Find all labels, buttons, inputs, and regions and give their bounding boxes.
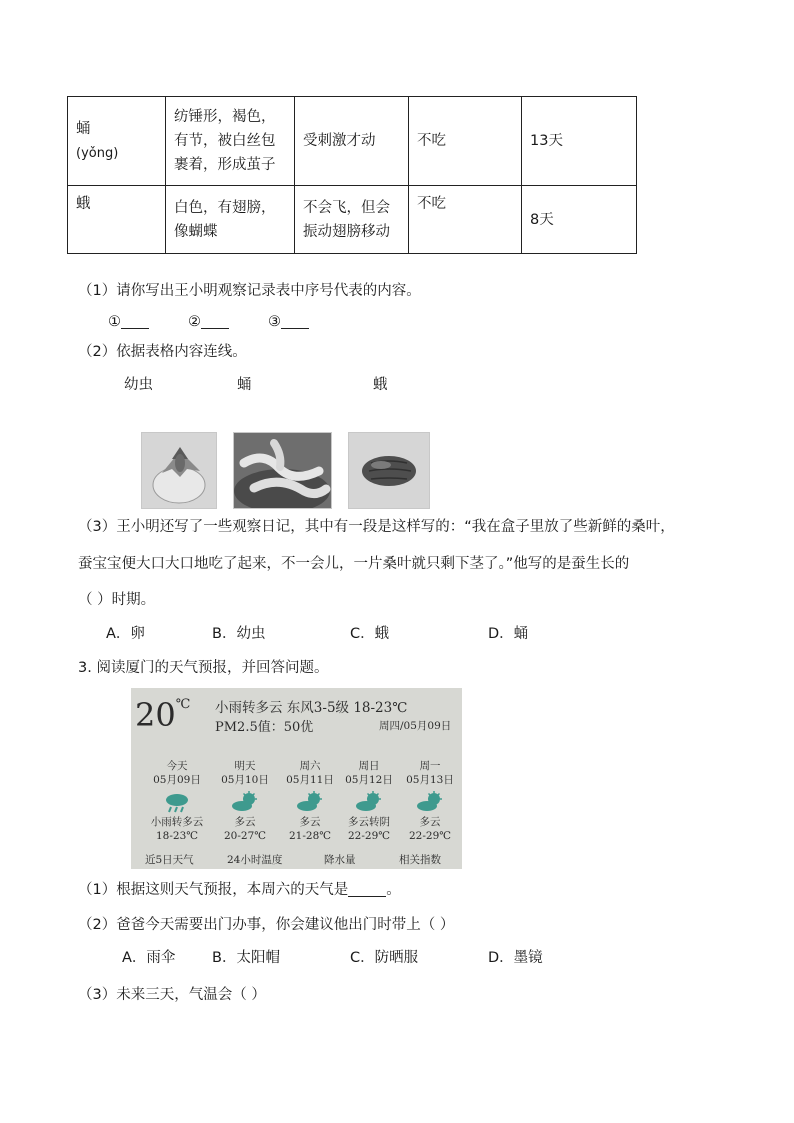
q3-part2: （2）爸爸今天需要出门办事，你会建议他出门时带上（ ）: [78, 917, 455, 933]
appearance-cell: 白色，有翅膀， 像蝴蝶: [166, 186, 295, 254]
blank-1[interactable]: ①: [108, 312, 149, 330]
days-cell: 8天: [522, 186, 637, 254]
option-b[interactable]: B．太阳帽: [212, 950, 280, 966]
pupa-photo[interactable]: [348, 432, 430, 509]
tab-precipitation[interactable]: 降水量: [324, 854, 356, 866]
forecast-day: 今天 05月09日 小雨转多云 18-23℃: [150, 760, 204, 842]
blank-3[interactable]: ③: [268, 312, 309, 330]
sun-cloud-icon: [354, 791, 384, 813]
label-moth: 蛾: [373, 377, 388, 393]
label-larva: 幼虫: [124, 377, 153, 393]
weather-summary: 小雨转多云 东风3-5级 18-23℃: [215, 700, 408, 716]
tab-24h-temp[interactable]: 24小时温度: [227, 854, 283, 866]
table-row: [68, 186, 637, 254]
current-date: 周四/05月09日: [379, 720, 452, 732]
forecast-day: 周一 05月13日 多云 22-29℃: [406, 760, 454, 842]
option-a[interactable]: A．雨伞: [122, 950, 176, 966]
rain-cloud-icon: [162, 791, 192, 813]
option-d[interactable]: D．蛹: [488, 626, 529, 642]
blank-2[interactable]: ②: [188, 312, 229, 330]
label-pupa: 蛹: [237, 377, 252, 393]
forecast-day: 周六 05月11日 多云 21-28℃: [286, 760, 334, 842]
activity-cell: 不会飞，但会 振动翅膀移动: [295, 186, 409, 254]
tab-5day[interactable]: 近5日天气: [145, 854, 194, 866]
pm25-value: PM2.5值：50优: [215, 720, 314, 735]
sun-cloud-icon: [415, 791, 445, 813]
stage-cell: 蛾: [68, 186, 166, 254]
option-a[interactable]: A．卵: [106, 626, 145, 642]
current-temp: 20℃: [135, 696, 191, 734]
stage-cell: 蛹 (yǒng): [68, 97, 166, 186]
q3-title: 3. 阅读厦门的天气预报，并回答问题。: [78, 660, 329, 676]
q2-part2: （2）依据表格内容连线。: [78, 344, 247, 360]
eating-cell: 不吃: [409, 186, 522, 254]
tab-indices[interactable]: 相关指数: [399, 854, 441, 866]
option-d[interactable]: D．墨镜: [488, 950, 543, 966]
moth-on-cocoon-photo[interactable]: [141, 432, 217, 509]
q2-part3-line3: （ ）时期。: [78, 592, 156, 608]
option-c[interactable]: C．蛾: [350, 626, 390, 642]
q2-part3-line1: （3）王小明还写了一些观察日记，其中有一段是这样写的：“我在盒子里放了些新鲜的桑叶，: [78, 519, 675, 535]
q2-part3-line2: 蚕宝宝便大口大口地吃了起来，不一会儿，一片桑叶就只剩下茎了。”他写的是蚕生长的: [78, 556, 630, 572]
silkworms-photo[interactable]: [233, 432, 332, 509]
q3-part1: （1）根据这则天气预报，本周六的天气是 。: [78, 882, 401, 898]
observation-table: [67, 96, 637, 254]
forecast-day: 明天 05月10日 多云 20-27℃: [221, 760, 269, 842]
activity-cell: 受刺激才动: [295, 97, 409, 186]
forecast-day: 周日 05月12日 多云转阴 22-29℃: [345, 760, 393, 842]
sun-cloud-icon: [295, 791, 325, 813]
option-c[interactable]: C．防晒服: [350, 950, 419, 966]
appearance-cell: 纺锤形，褐色， 有节，被白丝包 裹着，形成茧子: [166, 97, 295, 186]
days-cell: 13天: [522, 97, 637, 186]
eating-cell: 不吃: [409, 97, 522, 186]
sun-cloud-icon: [230, 791, 260, 813]
q2-part1: （1）请你写出王小明观察记录表中序号代表的内容。: [78, 283, 421, 299]
q3-part3: （3）未来三天，气温会（ ）: [78, 987, 266, 1003]
option-b[interactable]: B．幼虫: [212, 626, 266, 642]
weather-forecast-image: [131, 688, 462, 869]
table-row: [68, 97, 637, 186]
